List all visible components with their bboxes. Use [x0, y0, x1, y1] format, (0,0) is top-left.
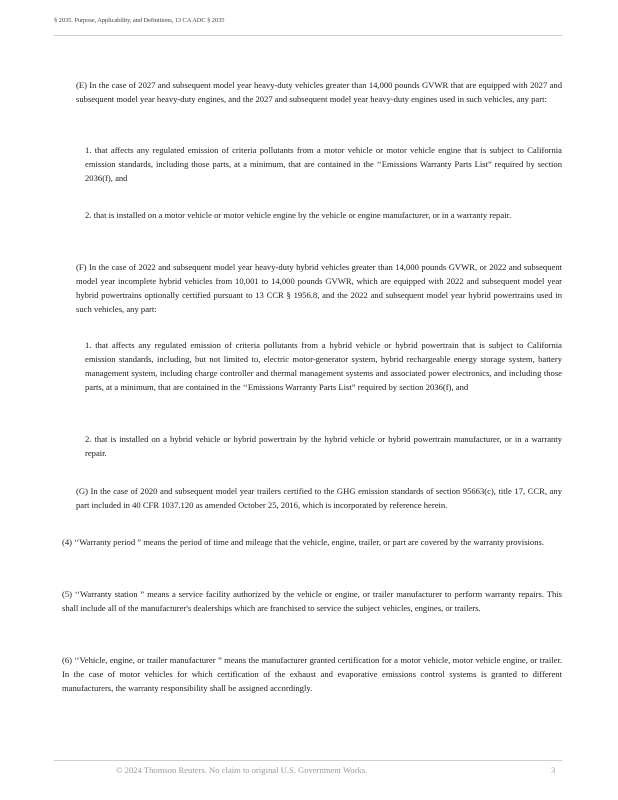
paragraph-e-1: 1. that affects any regulated emission of criteria pollutants from a motor vehicle or motor vehicle engine that is subject to California emission standards, including those parts, at a minimum, that are contained in the ‘‘Emissions Warranty Parts List” required by section 2036(f), and	[85, 145, 562, 183]
paragraph-6-manufacturer: (6) ‘‘Vehicle, engine, or trailer manufacturer ” means the manufacturer granted certification for a motor vehicle, motor vehicle engine, or trailer. In the case of motor vehicles for which certification of the exhaust and evaporative emissions control systems is granted to different manufacturers, the warranty responsibility shall be assigned accordingly.	[62, 655, 562, 693]
paragraph-5-warranty-station: (5) ‘‘Warranty station ” means a service facility authorized by the vehicle or engine, or trailer manufacturer to perform warranty repairs. This shall include all of the manufacturer's dealerships which are franchised to service the subject vehicles, engines, or trailers.	[62, 589, 562, 613]
page-number: 3	[551, 765, 556, 775]
header-divider	[54, 35, 562, 36]
running-header: § 2035. Purpose, Applicability, and Definitions, 13 CA ADC § 2035	[54, 17, 225, 24]
paragraph-g: (G) In the case of 2020 and subsequent model year trailers certified to the GHG emission standards of section 95663(c), title 17, CCR, any part included in 40 CFR 1037.120 as amended October 25, 2016, which is incorporated by reference herein.	[76, 486, 562, 510]
paragraph-e: (E) In the case of 2027 and subsequent model year heavy-duty vehicles greater than 14,000 pounds GVWR that are equipped with 2027 and subsequent model year heavy-duty engines, and the 2027 and subsequent model year heavy-duty engines used in such vehicles, any part:	[76, 80, 562, 104]
paragraph-e-2: 2. that is installed on a motor vehicle or motor vehicle engine by the vehicle or engine manufacturer, or in a warranty repair.	[85, 210, 512, 220]
footer-divider	[54, 760, 562, 761]
paragraph-f: (F) In the case of 2022 and subsequent model year heavy-duty hybrid vehicles greater than 14,000 pounds GVWR, or 2022 and subsequent model year incomplete hybrid vehicles from 10,001 to 14,000 pounds GVWR, which are equipped with 2022 and subsequent model year hybrid powertrains optionally certified pursuant to 13 CCR § 1956.8, and the 2022 and subsequent model year hybrid powertrains used in such vehicles, any part:	[76, 262, 562, 314]
paragraph-f-2: 2. that is installed on a hybrid vehicle or hybrid powertrain by the hybrid vehicle or hybrid powertrain manufacturer, or in a warranty repair.	[85, 434, 562, 458]
footer-copyright: © 2024 Thomson Reuters. No claim to original U.S. Government Works.	[116, 765, 368, 775]
paragraph-4-warranty-period: (4) ‘‘Warranty period ” means the period of time and mileage that the vehicle, engine, trailer, or part are covered by the warranty provisions.	[62, 537, 545, 547]
paragraph-f-1: 1. that affects any regulated emission of criteria pollutants from a hybrid vehicle or hybrid powertrain that is subject to California emission standards, including, but not limited to, electric motor-generator system, hybrid rechargeable energy storage system, battery management system, including charge controller and thermal management systems and associated power electronics, and including those parts, at a minimum, that are contained in the ‘‘Emissions Warranty Parts List” required by section 2036(f), and	[85, 340, 562, 392]
